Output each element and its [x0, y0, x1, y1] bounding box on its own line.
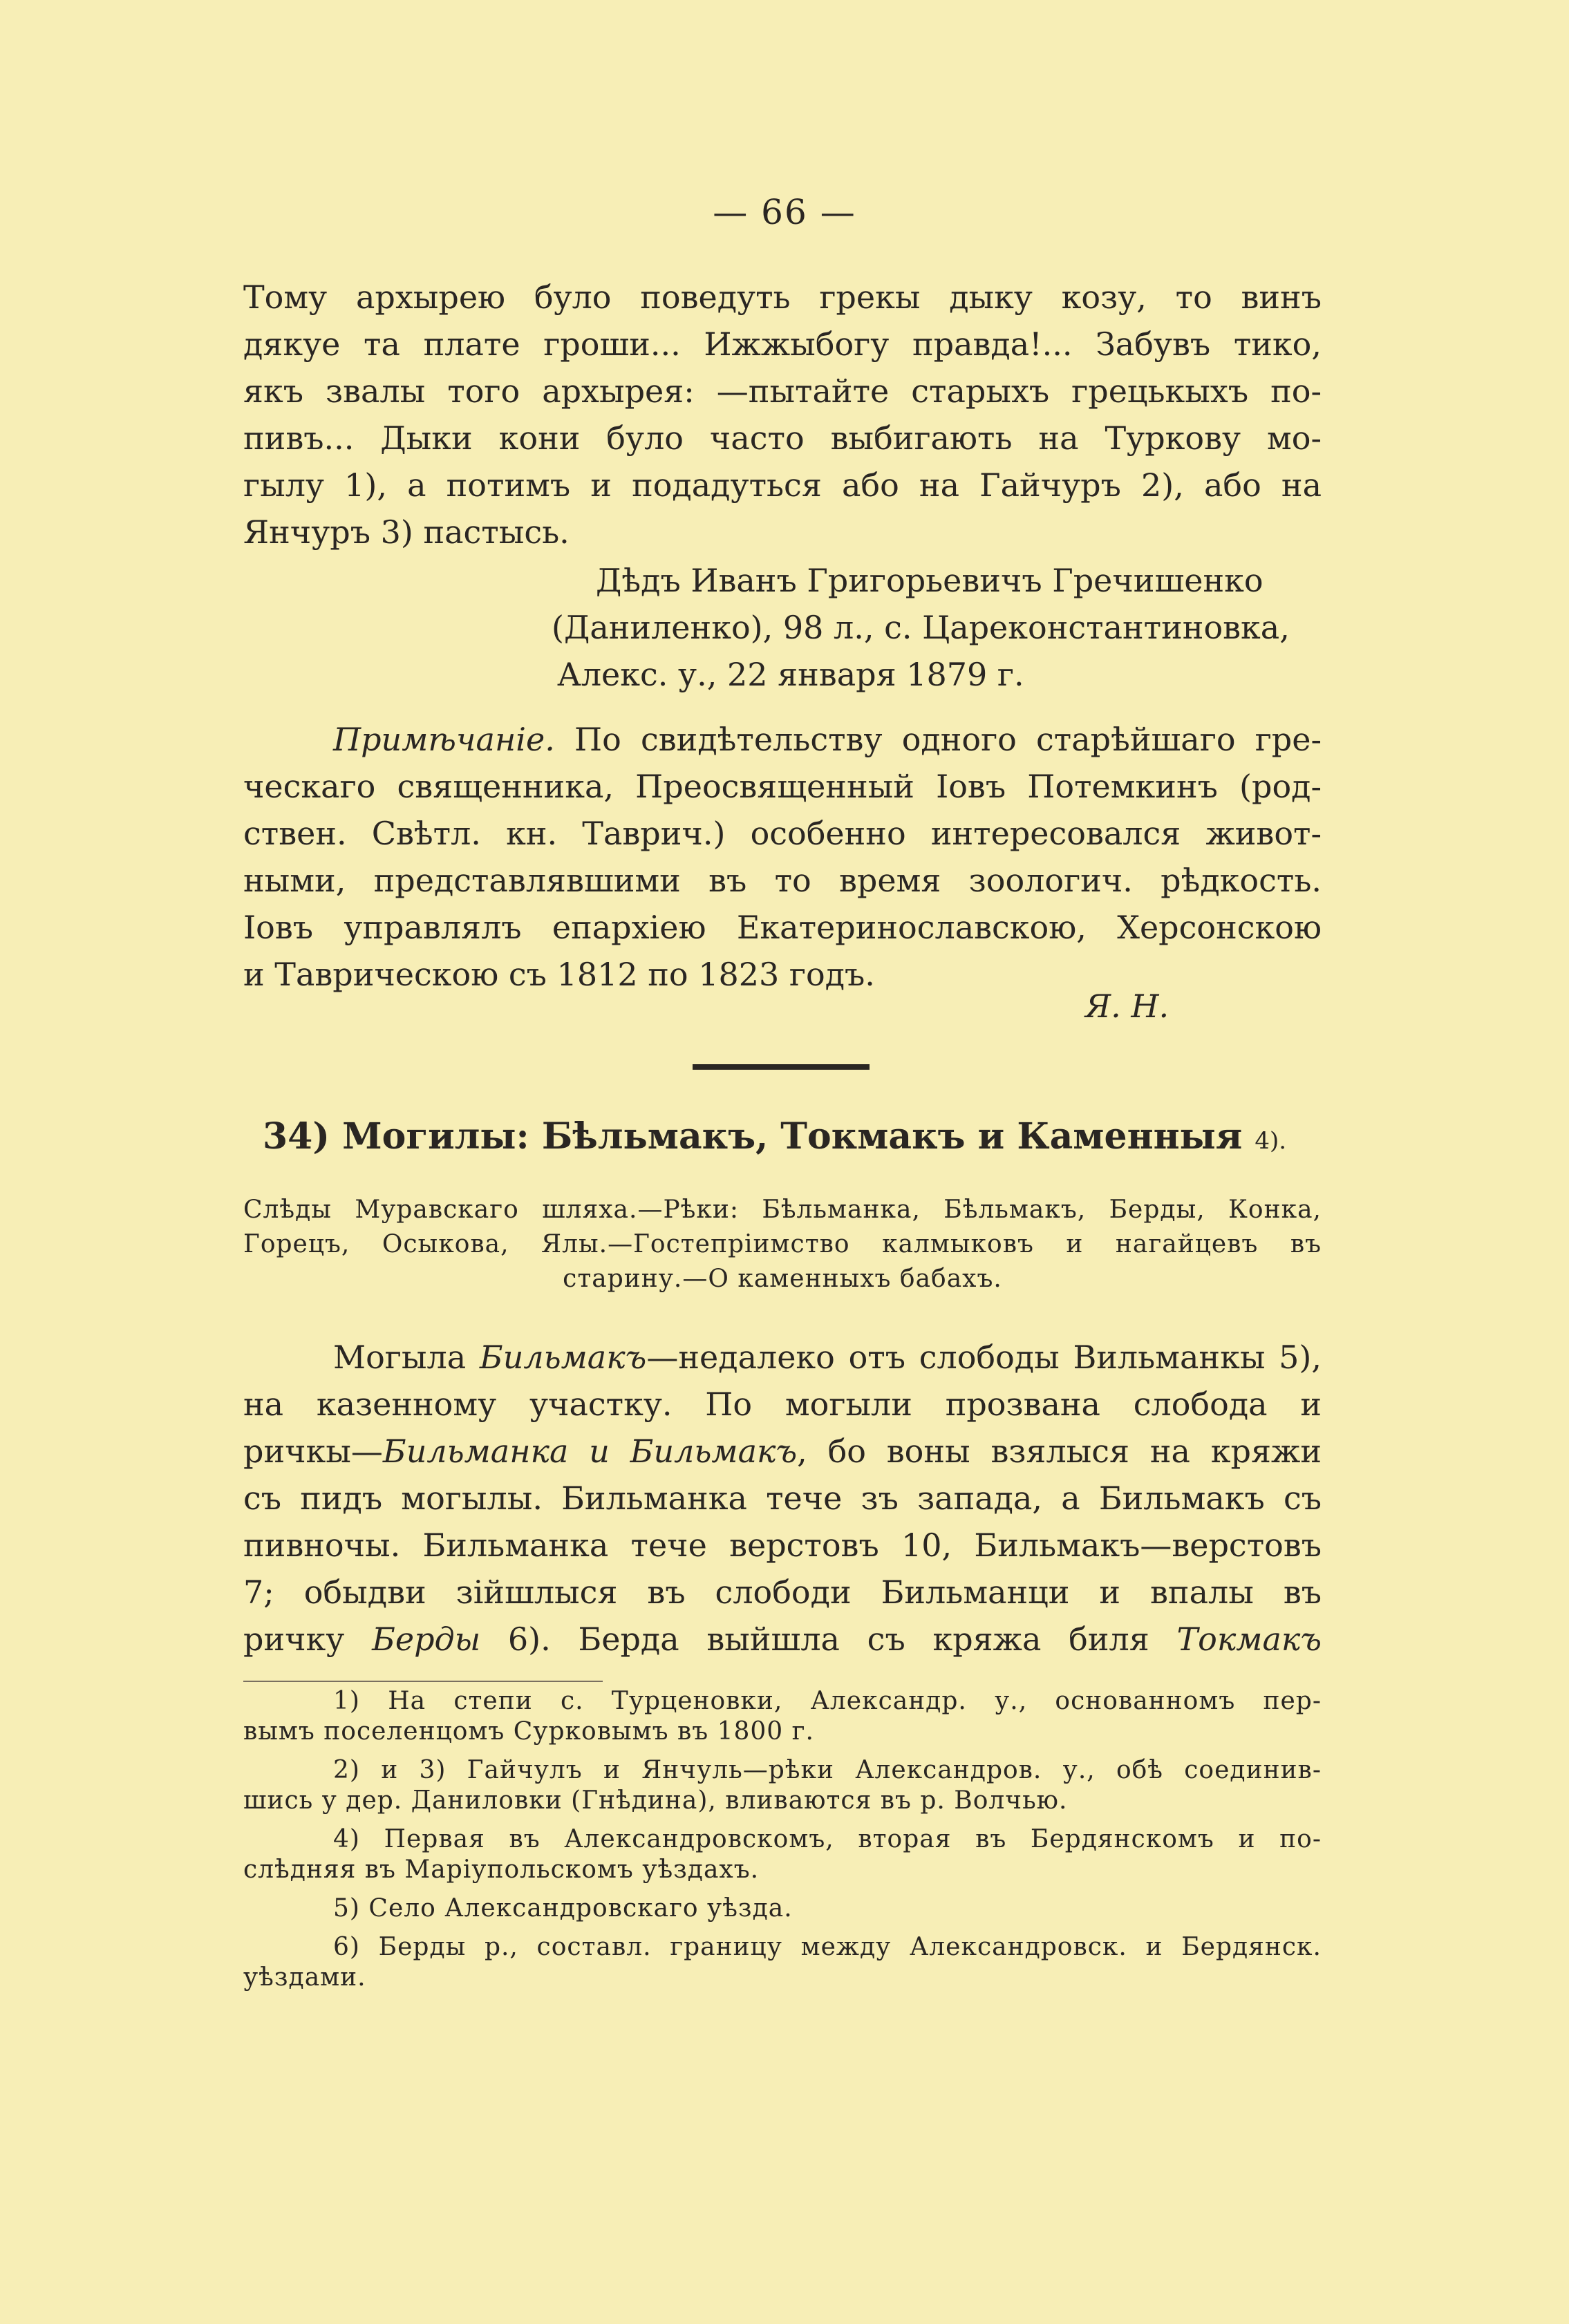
- section-summary: [243, 1193, 1322, 1296]
- note-initials: Я. Н.: [1085, 988, 1169, 1025]
- story-line: якъ звалы того архырея: —пытайте старыхъ грецькыхъ по-: [243, 372, 1322, 410]
- note-line: Іовъ управлялъ епархіею Екатеринославскою, Херсонскою: [243, 909, 1322, 946]
- footnote-line: 2) и 3) Гайчулъ и Янчуль—рѣки Александров. у., обѣ соединив-: [333, 1756, 1322, 1784]
- note-line: ными, представлявшими въ то время зоологич. рѣдкость.: [243, 862, 1322, 899]
- summary-line: Слѣды Муравскаго шляха.—Рѣки: Бѣльманка, Бѣльмакъ, Берды, Конка,: [243, 1196, 1322, 1224]
- signature-line: Алекс. у., 22 января 1879 г.: [557, 656, 1024, 693]
- editor-note: [243, 716, 1322, 998]
- story-text: [243, 274, 1322, 556]
- footnote-line: 1) На степи с. Турценовки, Александр. у., основанномъ пер-: [333, 1687, 1322, 1715]
- note-line: и Таврическою съ 1812 по 1823 годъ.: [243, 956, 875, 993]
- story-line: гылу 1), а потимъ и подадуться або на Гайчуръ 2), або на: [243, 466, 1322, 504]
- signature-line: Дѣдъ Иванъ Григорьевичъ Гречишенко: [596, 562, 1263, 599]
- story-line: Тому архырею було поведуть грекы дыку козу, то винъ: [243, 278, 1322, 316]
- body-line: ричку Берды 6). Берда выйшла съ кряжа биля Токмакъ: [243, 1621, 1322, 1658]
- section-heading: 34) Могилы: Бѣльмакъ, Токмакъ и Каменныя 4).: [263, 1115, 1287, 1158]
- body-line: 7; обыдви зійшлыся въ слободи Бильманци и впалы въ: [243, 1574, 1322, 1611]
- footnote-line: 5) Село Александровскаго уѣзда.: [333, 1894, 793, 1923]
- footnote-line: уѣздами.: [243, 1963, 366, 1992]
- summary-line: Горецъ, Осыкова, Ялы.—Гостепріимство калмыковъ и нагайцевъ въ: [243, 1230, 1322, 1258]
- story-line: дякуе та плате гроши... Ижжыбогу правда!... Забувъ тико,: [243, 325, 1322, 363]
- footnote-line: шись у дер. Даниловки (Гнѣдина), вливаются въ р. Волчью.: [243, 1786, 1068, 1815]
- footnote-line: 6) Берды р., составл. границу между Александровск. и Бердянск.: [333, 1933, 1322, 1961]
- story-line: пивъ... Дыки кони було часто выбигають на Туркову мо-: [243, 419, 1322, 457]
- summary-line: старину.—О каменныхъ бабахъ.: [563, 1265, 1002, 1293]
- footnotes: [243, 1686, 1322, 1993]
- footnote-rule: [243, 1681, 603, 1682]
- heading-footnote-ref: 4).: [1255, 1127, 1287, 1155]
- page-number: — 66 —: [713, 192, 856, 232]
- note-line: Примѣчаніе. По свидѣтельству одного старѣйшаго гре-: [333, 721, 1322, 758]
- section-body: [243, 1334, 1322, 1663]
- body-line: Могыла Бильмакъ—недалеко отъ слободы Вильманкы 5),: [333, 1339, 1322, 1376]
- body-line: съ пидъ могылы. Бильманка тече зъ запада, а Бильмакъ съ: [243, 1480, 1322, 1517]
- signature-line: (Даниленко), 98 л., с. Цареконстантиновка,: [552, 609, 1290, 646]
- body-line: пивночы. Бильманка тече верстовъ 10, Бильмакъ—верстовъ: [243, 1527, 1322, 1564]
- note-line: ческаго священника, Преосвященный Іовъ Потемкинъ (род-: [243, 768, 1322, 805]
- note-line: ствен. Свѣтл. кн. Таврич.) особенно интересовался живот-: [243, 815, 1322, 852]
- note-label: Примѣчаніе.: [333, 721, 555, 758]
- section-divider: [693, 1064, 870, 1070]
- footnote-line: слѣдняя въ Маріупольскомъ уѣздахъ.: [243, 1855, 760, 1884]
- story-line: Янчуръ 3) пастысь.: [243, 513, 570, 551]
- body-line: на казенному участку. По могыли прозвана слобода и: [243, 1386, 1322, 1423]
- body-line: ричкы—Бильманка и Бильмакъ, бо воны взялыся на кряжи: [243, 1433, 1322, 1470]
- footnote-line: вымъ поселенцомъ Сурковымъ въ 1800 г.: [243, 1717, 814, 1746]
- footnote-line: 4) Первая въ Александровскомъ, вторая въ Бердянскомъ и по-: [333, 1825, 1322, 1853]
